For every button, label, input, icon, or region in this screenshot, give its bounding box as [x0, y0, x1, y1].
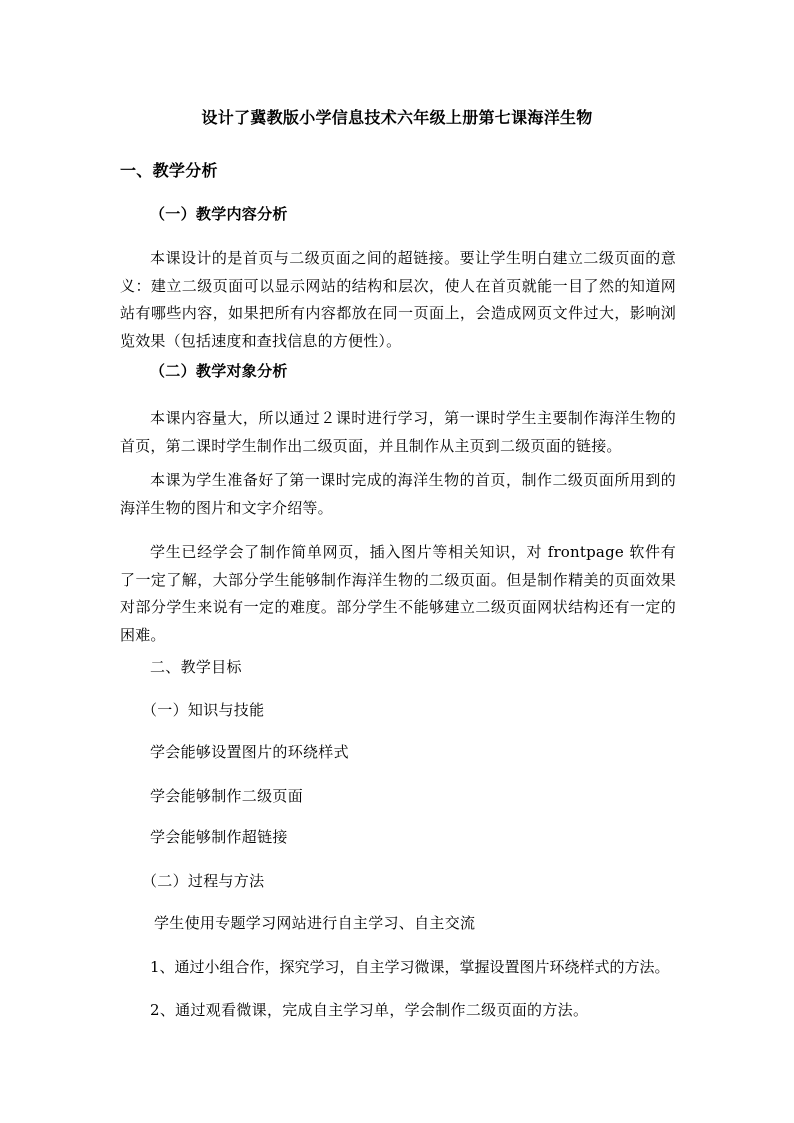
paragraph-student-background: 学生已经学会了制作简单网页，插入图片等相关知识，对 frontpage 软件有了一定了解，大部分学生能够制作海洋生物的二级页面。但是制作精美的页面效果对部分学生来说有一定的难度。部分学生不能够建立二级页面网状结构还有一定的困难。 [120, 543, 676, 644]
section-heading-teaching-analysis: 一、教学分析 [120, 161, 218, 180]
section-heading-teaching-goals: 二、教学目标 [150, 658, 242, 676]
method-item-1: 1、通过小组合作，探究学习，自主学习微课，掌握设置图片环绕样式的方法。 [150, 958, 670, 976]
paragraph-content-analysis: 本课设计的是首页与二级页面之间的超链接。要让学生明白建立二级页面的意义：建立二级页面可以显示网站的结构和层次，使人在首页就能一目了然的知道网站有哪些内容，如果把所有内容都放在同一页面上，会造成网页文件过大，影响浏览效果（包括速度和查找信息的方便性）。 [120, 249, 676, 350]
skill-item-hyperlink: 学会能够制作超链接 [150, 828, 288, 846]
subheading-student-analysis: （二）教学对象分析 [150, 362, 288, 380]
method-item-2: 2、通过观看微课，完成自主学习单，学会制作二级页面的方法。 [150, 1001, 589, 1019]
subheading-content-analysis: （一）教学内容分析 [150, 205, 288, 223]
paragraph-lesson-plan: 本课内容量大，所以通过２课时进行学习，第一课时学生主要制作海洋生物的首页，第二课时学生制作出二级页面，并且制作从主页到二级页面的链接。 [120, 409, 676, 455]
document-title: 设计了冀教版小学信息技术六年级上册第七课海洋生物 [201, 108, 593, 127]
subheading-knowledge-skills: （一）知识与技能 [142, 701, 265, 719]
subheading-process-methods: （二）过程与方法 [142, 872, 265, 890]
skill-item-wrap-style: 学会能够设置图片的环绕样式 [150, 743, 349, 761]
skill-item-secondary-page: 学会能够制作二级页面 [150, 787, 304, 805]
paragraph-materials: 本课为学生准备好了第一课时完成的海洋生物的首页，制作二级页面所用到的海洋生物的图片和文字介绍等。 [120, 471, 676, 517]
method-intro: 学生使用专题学习网站进行自主学习、自主交流 [154, 914, 476, 932]
